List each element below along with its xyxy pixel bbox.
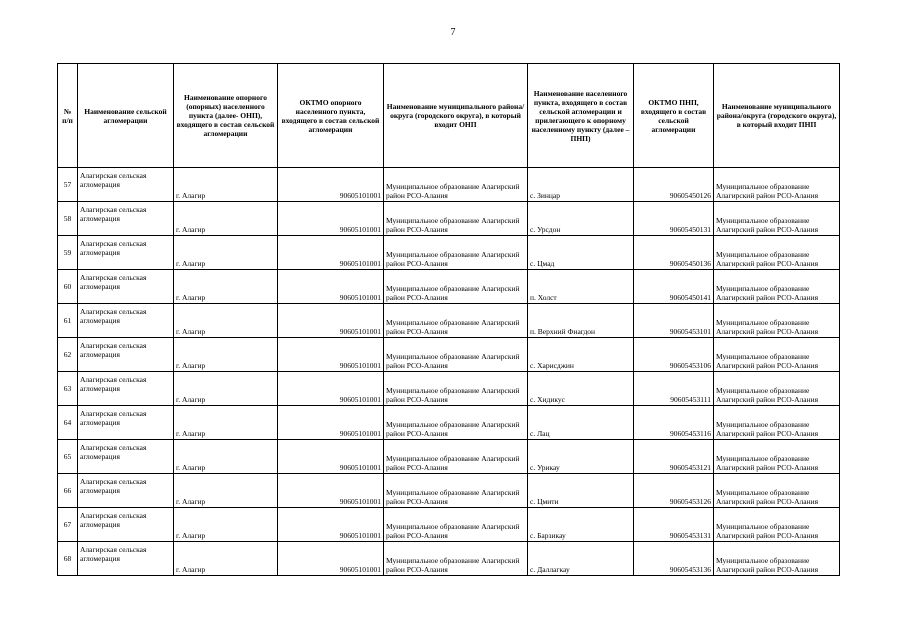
onp-district: Муниципальное образование Алагирский район РСО-Алания xyxy=(384,270,528,304)
row-num: 65 xyxy=(58,440,78,474)
onp-name: г. Алагир xyxy=(174,270,278,304)
header-onp-district: Наименование муниципального района/округа (городского округа), в который входит ОНП xyxy=(384,64,528,168)
onp-name: г. Алагир xyxy=(174,236,278,270)
pnp-name: п. Холст xyxy=(528,270,634,304)
onp-name: г. Алагир xyxy=(174,304,278,338)
agglomeration-name: Алагирская сельская агломерация xyxy=(78,168,174,202)
pnp-name: с. Урикау xyxy=(528,440,634,474)
table-row xyxy=(58,372,840,406)
pnp-name: с. Зинцар xyxy=(528,168,634,202)
pnp-oktmo: 90605453121 xyxy=(634,440,714,474)
onp-oktmo: 90605101001 xyxy=(278,508,384,542)
agglomeration-name: Алагирская сельская агломерация xyxy=(78,372,174,406)
onp-name: г. Алагир xyxy=(174,372,278,406)
row-num: 64 xyxy=(58,406,78,440)
table-header-row xyxy=(58,64,840,168)
onp-district: Муниципальное образование Алагирский район РСО-Алания xyxy=(384,168,528,202)
onp-name: г. Алагир xyxy=(174,202,278,236)
row-num: 62 xyxy=(58,338,78,372)
agglomeration-name: Алагирская сельская агломерация xyxy=(78,202,174,236)
table-body xyxy=(58,168,840,576)
pnp-district: Муниципальное образование Алагирский район РСО-Алания xyxy=(714,338,840,372)
table-row xyxy=(58,338,840,372)
table-row xyxy=(58,304,840,338)
onp-oktmo: 90605101001 xyxy=(278,406,384,440)
pnp-district: Муниципальное образование Алагирский район РСО-Алания xyxy=(714,542,840,576)
pnp-name: п. Верхний Фиагдон xyxy=(528,304,634,338)
onp-oktmo: 90605101001 xyxy=(278,236,384,270)
agglomeration-name: Алагирская сельская агломерация xyxy=(78,338,174,372)
pnp-name: с. Цмад xyxy=(528,236,634,270)
header-num: № п/п xyxy=(58,64,78,168)
table-row xyxy=(58,236,840,270)
onp-oktmo: 90605101001 xyxy=(278,372,384,406)
agglomeration-name: Алагирская сельская агломерация xyxy=(78,474,174,508)
pnp-name: с. Даллагкау xyxy=(528,542,634,576)
onp-oktmo: 90605101001 xyxy=(278,270,384,304)
header-agglomeration: Наименование сельской агломерации xyxy=(78,64,174,168)
pnp-oktmo: 90605450136 xyxy=(634,236,714,270)
row-num: 60 xyxy=(58,270,78,304)
onp-district: Муниципальное образование Алагирский район РСО-Алания xyxy=(384,236,528,270)
pnp-district: Муниципальное образование Алагирский район РСО-Алания xyxy=(714,236,840,270)
onp-name: г. Алагир xyxy=(174,474,278,508)
onp-oktmo: 90605101001 xyxy=(278,440,384,474)
pnp-oktmo: 90605453101 xyxy=(634,304,714,338)
pnp-oktmo: 90605453111 xyxy=(634,372,714,406)
pnp-name: с. Барзикау xyxy=(528,508,634,542)
onp-oktmo: 90605101001 xyxy=(278,474,384,508)
pnp-oktmo: 90605453116 xyxy=(634,406,714,440)
row-num: 57 xyxy=(58,168,78,202)
onp-district: Муниципальное образование Алагирский район РСО-Алания xyxy=(384,440,528,474)
table-row xyxy=(58,406,840,440)
pnp-oktmo: 90605450131 xyxy=(634,202,714,236)
onp-oktmo: 90605101001 xyxy=(278,304,384,338)
agglomeration-name: Алагирская сельская агломерация xyxy=(78,304,174,338)
onp-name: г. Алагир xyxy=(174,440,278,474)
table-row xyxy=(58,270,840,304)
table-row xyxy=(58,474,840,508)
row-num: 68 xyxy=(58,542,78,576)
onp-district: Муниципальное образование Алагирский район РСО-Алания xyxy=(384,202,528,236)
onp-oktmo: 90605101001 xyxy=(278,168,384,202)
agglomeration-name: Алагирская сельская агломерация xyxy=(78,270,174,304)
pnp-name: с. Цмити xyxy=(528,474,634,508)
pnp-name: с. Хидикус xyxy=(528,372,634,406)
onp-oktmo: 90605101001 xyxy=(278,542,384,576)
onp-district: Муниципальное образование Алагирский район РСО-Алания xyxy=(384,372,528,406)
pnp-oktmo: 90605453106 xyxy=(634,338,714,372)
onp-oktmo: 90605101001 xyxy=(278,202,384,236)
row-num: 67 xyxy=(58,508,78,542)
onp-district: Муниципальное образование Алагирский район РСО-Алания xyxy=(384,304,528,338)
pnp-district: Муниципальное образование Алагирский район РСО-Алания xyxy=(714,508,840,542)
pnp-district: Муниципальное образование Алагирский район РСО-Алания xyxy=(714,406,840,440)
table-row xyxy=(58,542,840,576)
onp-district: Муниципальное образование Алагирский район РСО-Алания xyxy=(384,508,528,542)
row-num: 58 xyxy=(58,202,78,236)
onp-name: г. Алагир xyxy=(174,338,278,372)
pnp-oktmo: 90605453126 xyxy=(634,474,714,508)
pnp-district: Муниципальное образование Алагирский район РСО-Алания xyxy=(714,440,840,474)
table-row xyxy=(58,202,840,236)
onp-district: Муниципальное образование Алагирский район РСО-Алания xyxy=(384,542,528,576)
onp-name: г. Алагир xyxy=(174,406,278,440)
onp-district: Муниципальное образование Алагирский район РСО-Алания xyxy=(384,338,528,372)
header-onp-oktmo: ОКТМО опорного населенного пункта, входящего в состав сельской агломерации xyxy=(278,64,384,168)
pnp-district: Муниципальное образование Алагирский район РСО-Алания xyxy=(714,168,840,202)
agglomeration-name: Алагирская сельская агломерация xyxy=(78,542,174,576)
header-pnp: Наименование населенного пункта, входящего в состав сельской агломерации и прилегающего к опорному населенному пункту (далее – ПНП) xyxy=(528,64,634,168)
header-pnp-district: Наименование муниципального района/округа (городского округа), в который входит ПНП xyxy=(714,64,840,168)
onp-name: г. Алагир xyxy=(174,542,278,576)
pnp-name: с. Лац xyxy=(528,406,634,440)
onp-district: Муниципальное образование Алагирский район РСО-Алания xyxy=(384,406,528,440)
agglomeration-name: Алагирская сельская агломерация xyxy=(78,236,174,270)
row-num: 63 xyxy=(58,372,78,406)
pnp-district: Муниципальное образование Алагирский район РСО-Алания xyxy=(714,270,840,304)
onp-oktmo: 90605101001 xyxy=(278,338,384,372)
pnp-district: Муниципальное образование Алагирский район РСО-Алания xyxy=(714,474,840,508)
row-num: 59 xyxy=(58,236,78,270)
agglomeration-table xyxy=(57,63,840,576)
table-row xyxy=(58,508,840,542)
row-num: 66 xyxy=(58,474,78,508)
agglomeration-name: Алагирская сельская агломерация xyxy=(78,508,174,542)
onp-district: Муниципальное образование Алагирский район РСО-Алания xyxy=(384,474,528,508)
agglomeration-name: Алагирская сельская агломерация xyxy=(78,406,174,440)
pnp-district: Муниципальное образование Алагирский район РСО-Алания xyxy=(714,304,840,338)
page-number: 7 xyxy=(450,27,456,38)
pnp-oktmo: 90605450141 xyxy=(634,270,714,304)
pnp-oktmo: 90605450126 xyxy=(634,168,714,202)
header-onp: Наименование опорного (опорных) населенного пункта (далее- ОНП), входящего в состав сельской агломерации xyxy=(174,64,278,168)
pnp-name: с. Урсдон xyxy=(528,202,634,236)
pnp-name: с. Харисджин xyxy=(528,338,634,372)
row-num: 61 xyxy=(58,304,78,338)
pnp-oktmo: 90605453136 xyxy=(634,542,714,576)
header-pnp-oktmo: ОКТМО ПНП, входящего в состав сельской агломерации xyxy=(634,64,714,168)
pnp-district: Муниципальное образование Алагирский район РСО-Алания xyxy=(714,202,840,236)
agglomeration-name: Алагирская сельская агломерация xyxy=(78,440,174,474)
table-row xyxy=(58,168,840,202)
pnp-district: Муниципальное образование Алагирский район РСО-Алания xyxy=(714,372,840,406)
pnp-oktmo: 90605453131 xyxy=(634,508,714,542)
onp-name: г. Алагир xyxy=(174,168,278,202)
table-row xyxy=(58,440,840,474)
onp-name: г. Алагир xyxy=(174,508,278,542)
